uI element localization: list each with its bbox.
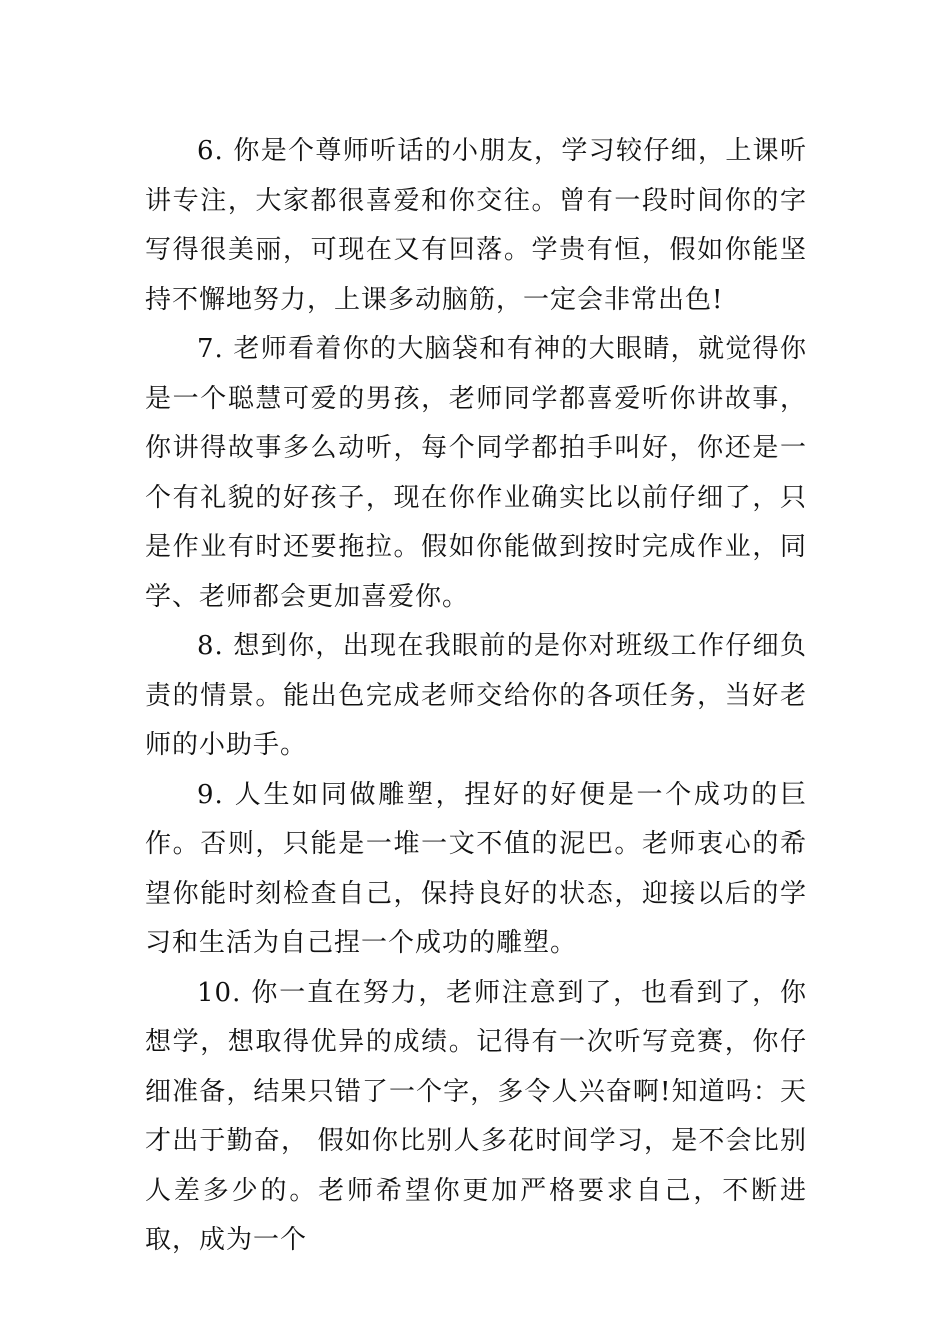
paragraph-comment-10: 10. 你一直在努力，老师注意到了，也看到了，你想学，想取得优异的成绩。记得有一次听写竞赛，你仔细准备，结果只错了一个字，多令人兴奋啊!知道吗：天才出于勤奋， 假如你比别人多花时间学习，是不会比别人差多少的。老师希望你更加严格要求自己，不断进取，成为一个 [145, 977, 807, 1255]
paragraph-comment-6: 6. 你是个尊师听话的小朋友，学习较仔细，上课听讲专注，大家都很喜爱和你交往。曾有一段时间你的字写得很美丽，可现在又有回落。学贵有恒，假如你能坚持不懈地努力，上课多动脑筋，一定会非常出色! [145, 136, 807, 315]
paragraph-comment-9: 9. 人生如同做雕塑，捏好的好便是一个成功的巨作。否则，只能是一堆一文不值的泥巴。老师衷心的希望你能时刻检查自己，保持良好的状态，迎接以后的学习和生活为自己捏一个成功的雕塑。 [145, 779, 807, 958]
document-body [145, 127, 807, 1266]
paragraph-comment-8: 8. 想到你，出现在我眼前的是你对班级工作仔细负责的情景。能出色完成老师交给你的各项任务，当好老师的小助手。 [145, 631, 807, 760]
paragraph-comment-7: 7. 老师看着你的大脑袋和有神的大眼睛，就觉得你是一个聪慧可爱的男孩，老师同学都喜爱听你讲故事，你讲得故事多么动听，每个同学都拍手叫好，你还是一个有礼貌的好孩子，现在你作业确实比以前仔细了，只是作业有时还要拖拉。假如你能做到按时完成作业，同学、老师都会更加喜爱你。 [145, 334, 807, 612]
